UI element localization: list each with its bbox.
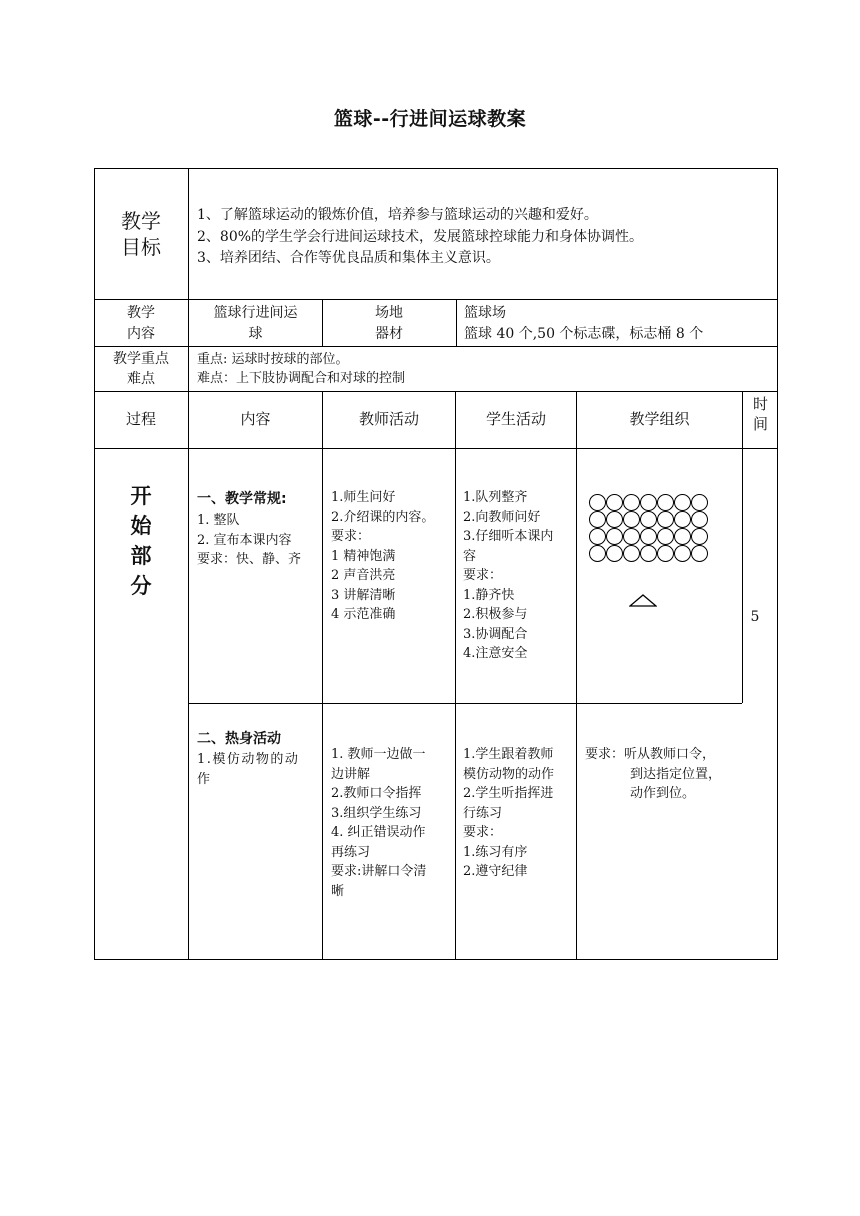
part1-title: 一、教学常规: [197,491,287,507]
section-char: 开 [130,484,152,508]
page-title: 篮球--行进间运球教案 [333,108,527,130]
key-difficulty: 难点：上下肢协调配合和对球的控制 [197,371,406,386]
part2-student [463,745,554,882]
content-label-line1: 教学 [127,305,155,321]
part2-title: 二、热身活动 [197,731,281,747]
section-time: 5 [750,609,760,625]
student-marker-icon [589,494,606,511]
list-item: 1 精神饱满 [331,548,396,564]
list-item: 4 示范准确 [331,607,396,622]
header-process: 过程 [125,410,156,428]
list-item: 到达指定位置， [630,766,722,782]
teacher-triangle-icon [629,594,657,607]
row-divider [94,299,778,300]
section-char: 部 [130,544,152,568]
list-item: 2.向教师问好 [463,509,541,525]
list-item: 动作到位。 [630,786,696,801]
part2-organization [585,745,721,804]
list-item: 要求：听从教师口令， [585,747,716,762]
list-item: 2.积极参与 [463,607,528,622]
student-marker-icon [589,511,606,528]
student-marker-icon [606,528,623,545]
header-time-line1: 时 [752,395,768,413]
student-marker-icon [606,494,623,511]
student-marker-icon [674,545,691,562]
key-points-label-line1: 教学重点 [113,351,169,367]
list-item: 容 [463,548,477,564]
header-time-line2: 间 [752,415,768,433]
student-marker-icon [606,545,623,562]
student-marker-icon [623,545,640,562]
list-item: 要求： [463,825,503,840]
student-marker-icon [623,494,640,511]
content-label [94,303,188,345]
list-item: 模仿动物的动作 [463,766,555,782]
student-marker-icon [691,528,708,545]
content-value-line1: 篮球行进间运 [213,305,298,321]
part2-teacher [331,745,426,901]
objectives-label-line2: 目标 [121,235,161,259]
venue-value [464,303,703,345]
student-marker-icon [674,494,691,511]
student-marker-icon [606,511,623,528]
list-item: 4. 纠正错误动作 [331,825,426,840]
part1-teacher [331,488,434,625]
objectives-list [197,205,643,270]
key-focus: 重点: 运球时按球的部位。 [197,352,349,367]
col-divider [742,391,743,703]
row-divider [189,703,742,704]
part2-content [197,750,299,789]
content-value-line2: 球 [248,326,263,342]
student-marker-icon [589,545,606,562]
student-marker-icon [674,511,691,528]
list-item: 1.队列整齐 [463,490,528,505]
list-item: 边讲解 [331,766,371,782]
objectives-label [94,208,188,260]
list-item: 3.组织学生练习 [331,805,422,821]
list-item: 晰 [331,883,345,899]
key-points-label-line2: 难点 [127,371,155,387]
list-item: 作 [197,771,211,787]
list-item: 4.注意安全 [463,646,528,661]
part1-content [197,511,301,570]
header-time [743,394,778,434]
key-points-label [94,349,188,389]
student-marker-icon [691,545,708,562]
list-item: 2.教师口令指挥 [331,786,422,801]
row-divider [94,448,778,449]
student-marker-icon [640,545,657,562]
list-item: 再练习 [331,844,371,860]
student-marker-icon [674,528,691,545]
content-label-line2: 内容 [127,326,155,342]
header-content: 内容 [240,410,271,428]
student-marker-icon [640,511,657,528]
student-marker-icon [657,494,674,511]
venue-value-line2: 篮球 40 个,50 个标志碟，标志桶 8 个 [464,326,704,342]
student-marker-icon [640,528,657,545]
row-divider [94,346,778,347]
list-item: 要求：快、静、齐 [197,552,302,567]
list-item: 要求： [331,529,371,544]
list-item: 要求： [463,568,503,583]
header-teacher: 教师活动 [358,410,419,428]
content-value [189,303,322,345]
list-item: 1.练习有序 [463,844,528,860]
venue-value-line1: 篮球场 [464,305,506,321]
list-item: 1.模仿动物的动 [197,752,300,767]
list-item: 1.学生跟着教师 [463,747,554,762]
student-marker-icon [691,494,708,511]
student-marker-icon [691,511,708,528]
student-marker-icon [657,545,674,562]
list-item: 2.遵守纪律 [463,864,528,879]
list-item: 行练习 [463,805,503,821]
list-item: 3.仔细听本课内 [463,529,554,544]
list-item: 2.介绍课的内容。 [331,509,435,525]
col-divider [576,391,577,960]
list-item: 1. 教师一边做一 [331,747,426,762]
list-item: 1.师生问好 [331,490,396,505]
student-marker-icon [623,511,640,528]
header-organization: 教学组织 [629,410,690,428]
student-marker-icon [589,528,606,545]
section-char: 始 [130,514,152,538]
list-item: 1.静齐快 [463,587,515,603]
objective-item: 2、80%的学生学会行进间运球技术，发展篮球控球能力和身体协调性。 [197,228,644,245]
list-item: 要求:讲解口令清 [331,864,427,879]
col-divider [455,391,456,960]
list-item: 1. 整队 [197,513,240,528]
row-divider [94,391,778,392]
section-label [94,481,188,601]
col-divider [322,391,323,960]
part1-student [463,488,553,664]
student-marker-icon [657,528,674,545]
col-divider [188,168,189,960]
col-divider [456,299,457,346]
list-item: 2. 宣布本课内容 [197,532,292,548]
list-item: 2.学生听指挥进 [463,786,554,801]
section-char: 分 [130,574,152,598]
venue-label-line1: 场地 [375,305,403,321]
student-marker-icon [623,528,640,545]
key-points-value [197,350,405,388]
student-marker-icon [640,494,657,511]
list-item: 3.协调配合 [463,626,528,642]
venue-label [322,303,456,345]
list-item: 3 讲解清晰 [331,587,396,603]
header-student: 学生活动 [485,410,546,428]
student-marker-icon [657,511,674,528]
objective-item: 3、培养团结、合作等优良品质和集体主义意识。 [197,250,500,266]
objectives-label-line1: 教学 [121,209,161,233]
venue-label-line2: 器材 [375,326,403,342]
objective-item: 1、了解篮球运动的锻炼价值，培养参与篮球运动的兴趣和爱好。 [197,207,598,223]
list-item: 2 声音洪亮 [331,568,396,583]
